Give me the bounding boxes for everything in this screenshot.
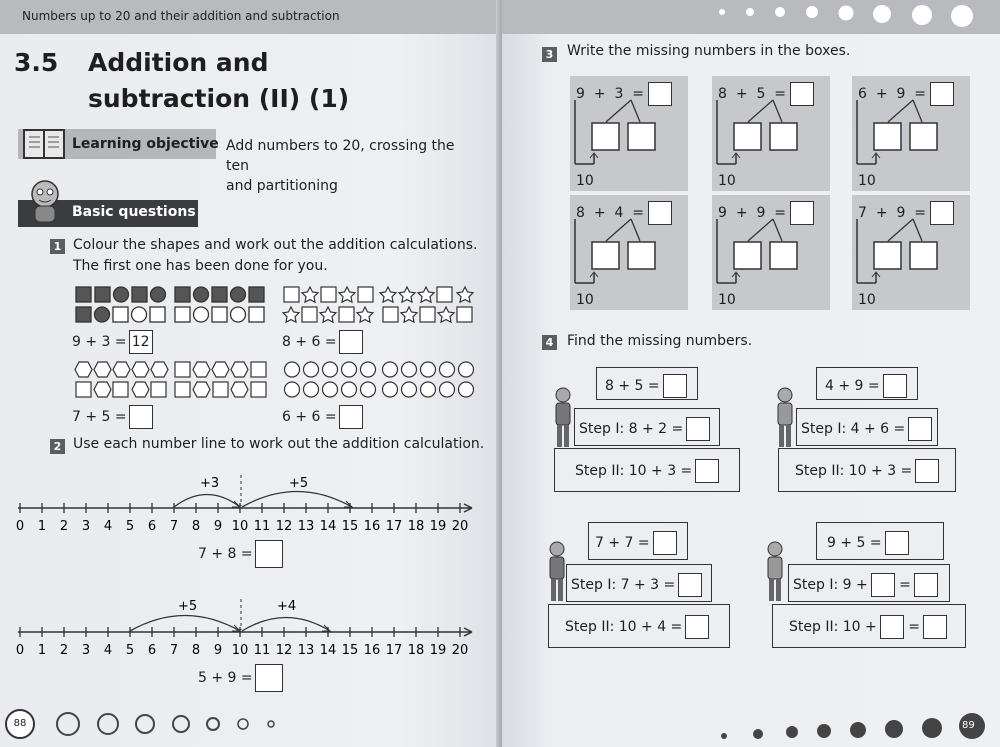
q3-ten-label: 10 xyxy=(576,292,594,308)
q2-number: 2 xyxy=(50,439,65,454)
running-header: Numbers up to 20 and their addition and subtraction xyxy=(22,9,340,23)
section-title-line1: Addition and xyxy=(88,48,269,77)
q4c-step1 xyxy=(566,564,712,602)
q1-eq-d-text: 6 + 6 = xyxy=(282,409,337,425)
jump-arc-1a xyxy=(174,495,240,508)
tick-label: 9 xyxy=(213,643,223,658)
q4b-top xyxy=(816,367,918,400)
tick-label: 13 xyxy=(297,519,315,534)
q3-addend-b: 3 xyxy=(614,86,624,102)
jump-label-2a: +5 xyxy=(178,599,198,614)
q4d-step2-text-a: Step II: 10 + xyxy=(789,619,877,635)
tick-label: 20 xyxy=(451,519,469,534)
tick-label: 2 xyxy=(59,643,69,658)
q2-eq-2 xyxy=(198,664,283,692)
tick-label: 15 xyxy=(341,519,359,534)
q4a-step2 xyxy=(554,448,740,492)
tick-label: 4 xyxy=(103,519,113,534)
tick-label: 20 xyxy=(451,643,469,658)
tick-label: 18 xyxy=(407,643,425,658)
q3-part-box[interactable] xyxy=(734,242,761,269)
q4d-step1-box-a[interactable] xyxy=(871,573,895,597)
q3-addend-a: 8 xyxy=(718,86,727,102)
q4d-top-text: 9 + 5 = xyxy=(827,535,882,551)
jump-arc-2a xyxy=(130,616,240,632)
tick-label: 0 xyxy=(15,519,25,534)
jump-arc-1b xyxy=(242,492,352,508)
q4a-top xyxy=(596,367,698,400)
q2-eq-1-answer-box[interactable] xyxy=(255,540,283,568)
page-number-left: 88 xyxy=(13,718,27,729)
q3-ten-label: 10 xyxy=(718,173,736,189)
tick-label: 8 xyxy=(191,643,201,658)
tick-label: 11 xyxy=(253,519,271,534)
objective-text-line1: Add numbers to 20, crossing the ten xyxy=(226,138,455,174)
q4d-top xyxy=(816,522,944,560)
q4b-step2 xyxy=(778,448,956,492)
tick-label: 2 xyxy=(59,519,69,534)
q1-eq-a-text: 9 + 3 = xyxy=(72,334,127,350)
q3-addend-b: 9 xyxy=(896,86,906,102)
q1-eq-d-answer-box[interactable] xyxy=(339,405,363,429)
tick-label: 19 xyxy=(429,519,447,534)
q4a-step2-box[interactable] xyxy=(695,459,719,483)
right-header-dots xyxy=(682,2,1000,32)
tick-label: 3 xyxy=(81,643,91,658)
q3-item xyxy=(712,76,830,191)
q3-equation: 8 + 5 = xyxy=(718,82,814,106)
tick-label: 5 xyxy=(125,643,135,658)
q4d-step2-text-b: = xyxy=(908,619,920,635)
tick-label: 14 xyxy=(319,643,337,658)
q1b-shapes[interactable] xyxy=(282,285,482,325)
objective-label: Learning objective xyxy=(72,136,219,152)
q3-number: 3 xyxy=(542,47,557,62)
q1-eq-c-answer-box[interactable] xyxy=(129,405,153,429)
q2-eq-1 xyxy=(198,540,283,568)
objective-text xyxy=(226,136,476,196)
tick-label: 1 xyxy=(37,643,47,658)
q3-part-box[interactable] xyxy=(592,123,619,150)
q2-eq-2-text: 5 + 9 = xyxy=(198,670,253,686)
q4b-step2-box[interactable] xyxy=(915,459,939,483)
q1-eq-d xyxy=(282,405,363,429)
q2-instruction: Use each number line to work out the addition calculation. xyxy=(73,436,485,452)
q4c-step2 xyxy=(548,604,730,648)
q4b-step1 xyxy=(796,408,938,446)
tick-label: 8 xyxy=(191,519,201,534)
tick-label: 0 xyxy=(15,643,25,658)
q3-addend-a: 7 xyxy=(858,205,867,221)
tick-label: 10 xyxy=(231,643,249,658)
objective-text-line2: and partitioning xyxy=(226,178,338,194)
boy-icon-2 xyxy=(546,540,568,606)
q2-eq-2-answer-box[interactable] xyxy=(255,664,283,692)
right-page xyxy=(502,0,1000,747)
section-title-line2: subtraction (II) (1) xyxy=(88,84,350,113)
q3-part-box[interactable] xyxy=(592,242,619,269)
q1-instruction xyxy=(73,235,478,277)
q1-line2: The first one has been done for you. xyxy=(73,258,328,274)
q4b-step1-text: Step I: 4 + 6 = xyxy=(801,421,906,437)
tick-label: 16 xyxy=(363,643,381,658)
q4d-step1 xyxy=(788,564,950,602)
q3-equation: 9 + 9 = xyxy=(718,201,814,225)
q3-item xyxy=(570,195,688,310)
q3-item xyxy=(712,195,830,310)
q3-part-box[interactable] xyxy=(874,123,901,150)
tick-label: 17 xyxy=(385,643,403,658)
number-line-2 xyxy=(0,594,490,664)
tick-label: 6 xyxy=(147,519,157,534)
q4c-step2-text: Step II: 10 + 4 = xyxy=(565,619,683,635)
q1d-shapes[interactable] xyxy=(282,360,482,400)
tick-label: 1 xyxy=(37,519,47,534)
q4d-step2-box-a[interactable] xyxy=(880,615,904,639)
number-line-2-ticks xyxy=(20,627,460,637)
jump-arc-2b xyxy=(242,618,330,632)
q1c-shapes[interactable] xyxy=(74,360,274,400)
q4a-step1 xyxy=(574,408,720,446)
q3-addend-a: 6 xyxy=(858,86,867,102)
tick-label: 3 xyxy=(81,519,91,534)
q3-ten-label: 10 xyxy=(576,173,594,189)
q3-item xyxy=(852,76,970,191)
tick-label: 10 xyxy=(231,519,249,534)
q1-line1: Colour the shapes and work out the addition calculations. xyxy=(73,237,478,253)
q3-addend-b: 5 xyxy=(756,86,766,102)
left-footer-circles xyxy=(0,700,300,747)
boy-icon xyxy=(552,386,574,452)
q4d-step2-box-b[interactable] xyxy=(923,615,947,639)
q3-part-box[interactable] xyxy=(770,123,797,150)
q4b-top-text: 4 + 9 = xyxy=(825,378,880,394)
q3-addend-a: 8 xyxy=(576,205,585,221)
book-icon xyxy=(20,124,68,164)
q4c-step2-box[interactable] xyxy=(685,615,709,639)
tick-label: 19 xyxy=(429,643,447,658)
jump-label-1b: +5 xyxy=(289,476,309,491)
q4d-step1-box-b[interactable] xyxy=(914,573,938,597)
q1-eq-b-text: 8 + 6 = xyxy=(282,334,337,350)
q1-eq-a xyxy=(72,330,153,354)
q4c-top-text: 7 + 7 = xyxy=(595,535,650,551)
q3-instruction: Write the missing numbers in the boxes. xyxy=(567,43,851,59)
tick-label: 13 xyxy=(297,643,315,658)
q1-eq-a-answer-box[interactable]: 12 xyxy=(129,330,153,354)
q3-item xyxy=(852,195,970,310)
tick-label: 6 xyxy=(147,643,157,658)
q3-part-box[interactable] xyxy=(910,123,937,150)
tick-label: 7 xyxy=(169,643,179,658)
q4b-step1-box[interactable] xyxy=(908,417,932,441)
tick-label: 11 xyxy=(253,643,271,658)
tick-label: 12 xyxy=(275,643,293,658)
basic-questions-label: Basic questions xyxy=(72,204,196,220)
tick-label: 12 xyxy=(275,519,293,534)
number-line-1 xyxy=(0,470,490,540)
q4a-step1-text: Step I: 8 + 2 = xyxy=(579,421,684,437)
q3-equation: 8 + 4 = xyxy=(576,201,672,225)
q3-addend-b: 9 xyxy=(756,205,766,221)
number-line-1-ticks xyxy=(20,503,460,513)
q4-instruction: Find the missing numbers. xyxy=(567,333,753,349)
tick-label: 18 xyxy=(407,519,425,534)
q3-addend-b: 4 xyxy=(614,205,624,221)
q3-addend-a: 9 xyxy=(576,86,585,102)
q3-part-box[interactable] xyxy=(628,123,655,150)
q4c-top-box[interactable] xyxy=(653,531,677,555)
tick-label: 17 xyxy=(385,519,403,534)
tick-label: 7 xyxy=(169,519,179,534)
q4c-step1-text: Step I: 7 + 3 = xyxy=(571,577,676,593)
right-footer-dots xyxy=(702,700,1000,747)
q1-eq-b xyxy=(282,330,363,354)
q4d-step1-text-b: = xyxy=(899,577,911,593)
q4d-top-box[interactable] xyxy=(885,531,909,555)
girl-icon-2 xyxy=(764,540,786,606)
q4c-top xyxy=(588,522,688,560)
q3-equation: 6 + 9 = xyxy=(858,82,954,106)
page-number-right: 89 xyxy=(962,720,975,731)
q3-equation: 9 + 3 = xyxy=(576,82,672,106)
q3-item xyxy=(570,76,688,191)
q3-part-box[interactable] xyxy=(628,242,655,269)
q3-part-box[interactable] xyxy=(910,242,937,269)
q1-eq-b-answer-box[interactable] xyxy=(339,330,363,354)
q4a-top-text: 8 + 5 = xyxy=(605,378,660,394)
q4d-step2 xyxy=(772,604,966,648)
q4a-top-box[interactable] xyxy=(663,374,687,398)
q4a-step2-text: Step II: 10 + 3 = xyxy=(575,463,693,479)
tick-label: 9 xyxy=(213,519,223,534)
q1-number: 1 xyxy=(50,239,65,254)
tick-label: 5 xyxy=(125,519,135,534)
mascot-icon xyxy=(22,176,68,226)
number-line-1-labels xyxy=(16,519,468,534)
q4-number: 4 xyxy=(542,335,557,350)
q4d-step1-text-a: Step I: 9 + xyxy=(793,577,868,593)
q4b-top-box[interactable] xyxy=(883,374,907,398)
q3-part-box[interactable] xyxy=(874,242,901,269)
q3-part-box[interactable] xyxy=(770,242,797,269)
jump-label-2b: +4 xyxy=(277,599,297,614)
q4c-step1-box[interactable] xyxy=(678,573,702,597)
number-line-2-labels xyxy=(16,643,468,658)
q1-eq-c xyxy=(72,405,153,429)
girl-icon xyxy=(774,386,796,452)
q4a-step1-box[interactable] xyxy=(686,417,710,441)
section-number: 3.5 xyxy=(14,48,59,77)
q4b-step2-text: Step II: 10 + 3 = xyxy=(795,463,913,479)
q3-ten-label: 10 xyxy=(858,173,876,189)
q3-addend-b: 9 xyxy=(896,205,906,221)
q3-ten-label: 10 xyxy=(858,292,876,308)
q3-ten-label: 10 xyxy=(718,292,736,308)
q2-eq-1-text: 7 + 8 = xyxy=(198,546,253,562)
q3-addend-a: 9 xyxy=(718,205,727,221)
tick-label: 14 xyxy=(319,519,337,534)
q1-eq-c-text: 7 + 5 = xyxy=(72,409,127,425)
tick-label: 16 xyxy=(363,519,381,534)
jump-label-1a: +3 xyxy=(200,476,220,491)
tick-label: 15 xyxy=(341,643,359,658)
q3-part-box[interactable] xyxy=(734,123,761,150)
q1a-shapes[interactable] xyxy=(74,285,274,325)
q3-equation: 7 + 9 = xyxy=(858,201,954,225)
tick-label: 4 xyxy=(103,643,113,658)
